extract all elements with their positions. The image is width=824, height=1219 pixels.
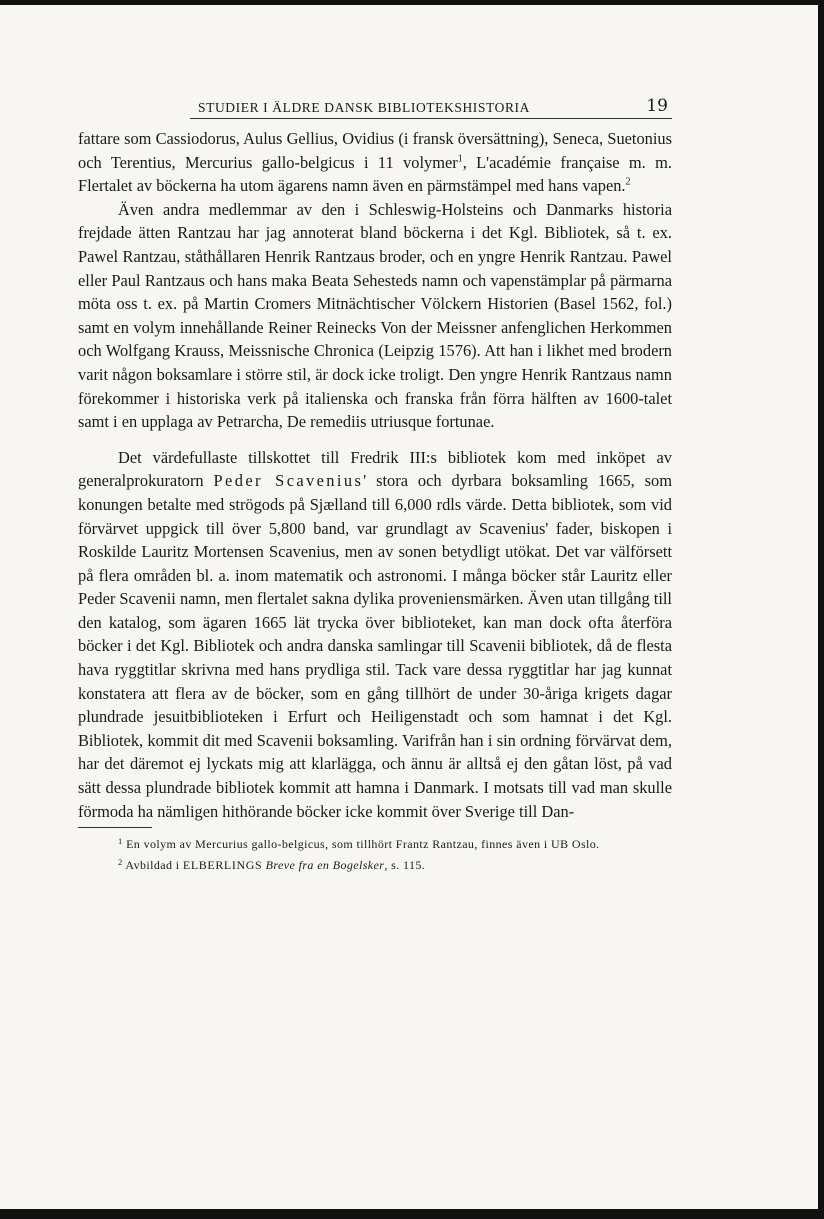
footnote-author: ELBERLINGS (182, 858, 263, 873)
paragraph-text: , L'académie française m. m. Flertalet av böckerna ha utom ägarens namn även en pärmstämpel med hans vapen. (78, 152, 672, 196)
paragraph-text: fattare som Cassiodorus, Aulus Gellius, Ovidius (i fransk översättning), Seneca, Suetonius och Terentius, Mercurius gallo-belgicus i 11 volymer (78, 129, 672, 172)
scan-border-right (818, 0, 824, 1219)
running-head (190, 96, 672, 119)
footnote-text: Avbildad i (125, 858, 183, 873)
paragraph-rantzau: Även andra medlemmar av den i Schleswig-Holsteins och Danmarks historia frejdade ätten Rantzau har jag annoterat bland böckerna i det Kgl. Bibliotek, så t. ex. Pawel Rantzau, ståthållaren Henrik Rantzaus broder, och en yngre Henrik Rantzau. Pawel eller Paul Rantzaus och hans maka Beata Sehesteds namn och vapenstämplar på pärmarna möta oss t. ex. på Martin Cromers Mitnächtischer Völckern Historien (Basel 1562, fol.) samt en volym innehållande Reiner Reinecks Von der Meissner anfenglichen Herkommen och Wolfgang Krauss, Meissnische Chronica (Leipzig 1576). Att han i likhet med brodern varit någon boksamlare i större stil, är dock icke troligt. Den yngre Henrik Rantzaus namn förekommer i historiska verk på italienska och franska från förra hälften av 1600-talet samt i en upplaga av Petrarcha, De remediis utriusque fortunae. (78, 199, 672, 432)
scan-border-top (0, 0, 824, 5)
footnote-text: En volym av Mercurius gallo-belgicus, som tillhört Frantz Rantzau, finnes även i UB Oslo. (126, 837, 600, 852)
footnote (78, 832, 672, 853)
page-number: 19 (646, 96, 668, 116)
paragraph-scavenius (78, 446, 672, 824)
paragraph-gap (78, 434, 672, 446)
footnote (78, 853, 672, 874)
footnote-text: , s. 115. (384, 858, 426, 873)
scan-border-bottom (0, 1209, 824, 1219)
footnote-ref: 1 (457, 153, 463, 165)
footnote-ref: 2 (625, 176, 631, 188)
footnote-book-title: Breve fra en Bogelsker (265, 858, 385, 873)
running-title: STUDIER I ÄLDRE DANSK BIBLIOTEKSHISTORIA (198, 100, 530, 115)
footnote-rule (78, 827, 152, 828)
paragraph-text: ' stora och dyrbara boksamling 1665, som konungen betalte med strögods på Sjælland till 6,000 rdls värde. Detta bibliotek, som vid förvärvet uppgick till över 5,800 band, var grundlagt av Scavenius' fader, biskopen i Roskilde Lauritz Mortensen Scavenius, men av sonen betydligt utökat. Det var välförsett på flera områden bl. a. inom matematik och astronomi. I många böcker står Lauritz eller Peder Scavenii namn, men flertalet sakna dylika proveniensmärken. Även utan tillgång till den katalog, som ägaren 1665 lät trycka över biblioteket, kan man dock ofta återföra böcker i det Kgl. Bibliotek och andra danska samlingar till Scavenii bibliotek, då de flesta hava ryggtitlar skrivna med hans prydliga stil. Tack vare dessa ryggtitlar har jag kunnat konstatera att flera av de böcker, som en gång tillhört de under 30-åriga krigets dagar plundrade jesuitbiblioteken i Erfurt och Heiligenstadt och som hamnat i det Kgl. Bibliotek, kommit dit med Scavenii boksamling. Varifrån han i sin ordning förvärvat dem, har det däremot ej lyckats mig att klarlägga, och ännu är alltså ej den gåtan löst, på vad sätt dessa plundrade bibliotek kommit att hamna i Danmark. I motsats till vad man skulle förmoda ha nämligen hithörande böcker icke kommit över Sverige till Dan- (78, 471, 672, 821)
book-page (78, 96, 672, 874)
footnote-number: 1 (118, 836, 123, 847)
footnotes (78, 827, 672, 874)
footnote-number: 2 (118, 857, 123, 868)
paragraph-continued (78, 127, 672, 198)
spaced-name: Peder Scavenius (213, 471, 364, 491)
paragraph-text: Det värdefullaste tillskottet till Fredrik III:s bibliotek kom med inköpet av generalprokuratorn (78, 447, 672, 491)
